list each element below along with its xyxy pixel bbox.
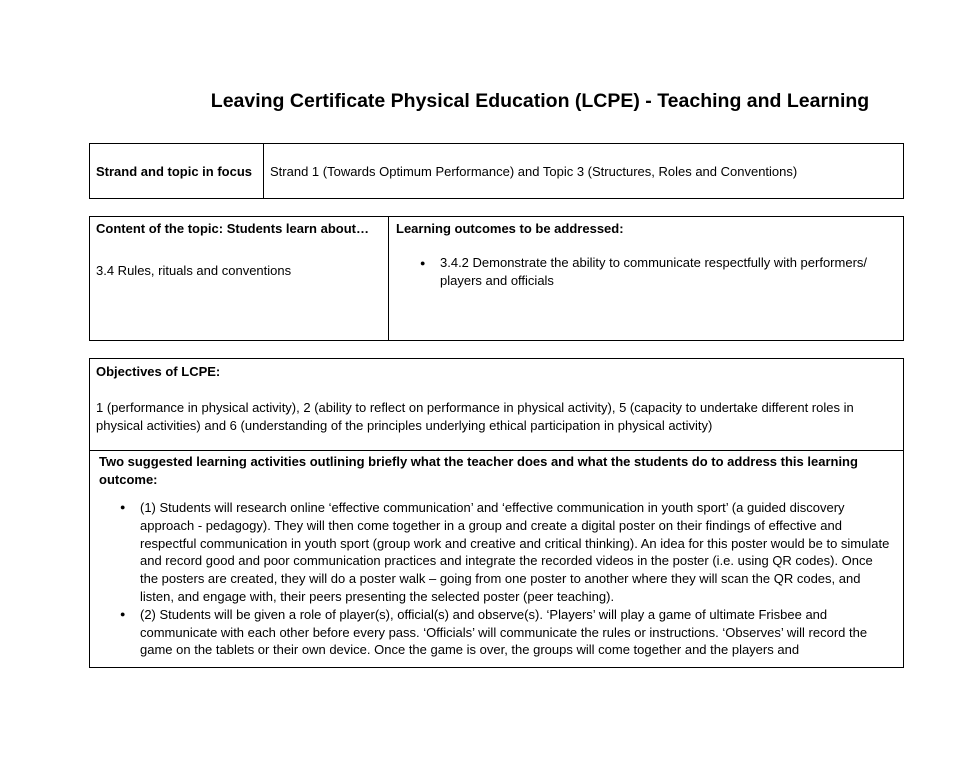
- activities-list: [96, 499, 891, 659]
- content-cell: [90, 217, 389, 340]
- activities-heading: Two suggested learning activities outlining briefly what the teacher does and what the students do to address this learning outcome:: [99, 454, 858, 487]
- strand-label: Strand and topic in focus: [90, 144, 264, 198]
- strand-value: Strand 1 (Towards Optimum Performance) and Topic 3 (Structures, Roles and Conventions): [270, 164, 798, 179]
- objectives-heading: Objectives of LCPE:: [96, 364, 221, 379]
- activity-item: ● (1) Students will research online ‘effective communication’ and ‘effective communication in youth sport’ (a guided discovery approach - pedagogy). They will then come together in a group and create a digital poster on their findings of effective and respectful communication in youth sport (group work and creative and critical thinking). An idea for this poster would be to simulate and record good and poor communication practices and integrate the recorded videos in the poster (i.e. using QR codes). Once the posters are created, they will do a poster walk – going from one poster to another where they will scan the QR codes, and listen, and engage with, their peers presenting the selected poster (peer teaching).: [140, 499, 891, 606]
- content-item: 3.4 Rules, rituals and conventions: [96, 263, 292, 278]
- activity-item: ● (2) Students will be given a role of player(s), official(s) and observe(s). ‘Players’ will play a game of ultimate Frisbee and communicate with each other before every pass. ‘Officials’ will communicate the rules or instructions. ‘Observes’ will record the game on the tablets or their own device. Once the game is over, the groups will come together and the players and: [140, 606, 891, 659]
- objectives-body: 1 (performance in physical activity), 2 (ability to reflect on performance in physical activity), 5 (capacity to undertake different roles in physical activities) and 6 (understanding of the principles underlying ethical participation in physical activity): [96, 400, 854, 433]
- content-heading: Content of the topic: Students learn about…: [96, 221, 369, 236]
- outcomes-heading: Learning outcomes to be addressed:: [396, 221, 624, 236]
- strand-topic-table: [89, 143, 904, 199]
- activities-cell: [90, 451, 903, 659]
- content-outcomes-table: [89, 216, 904, 341]
- outcomes-cell: [389, 217, 903, 340]
- page-title: Leaving Certificate Physical Education (LCPE) - Teaching and Learning: [210, 90, 870, 112]
- outcome-item: ● 3.4.2 Demonstrate the ability to communicate respectfully with performers/ players and officials: [440, 254, 895, 290]
- outcomes-list: [396, 254, 895, 290]
- objectives-activities-table: [89, 358, 904, 668]
- objectives-cell: [90, 359, 903, 451]
